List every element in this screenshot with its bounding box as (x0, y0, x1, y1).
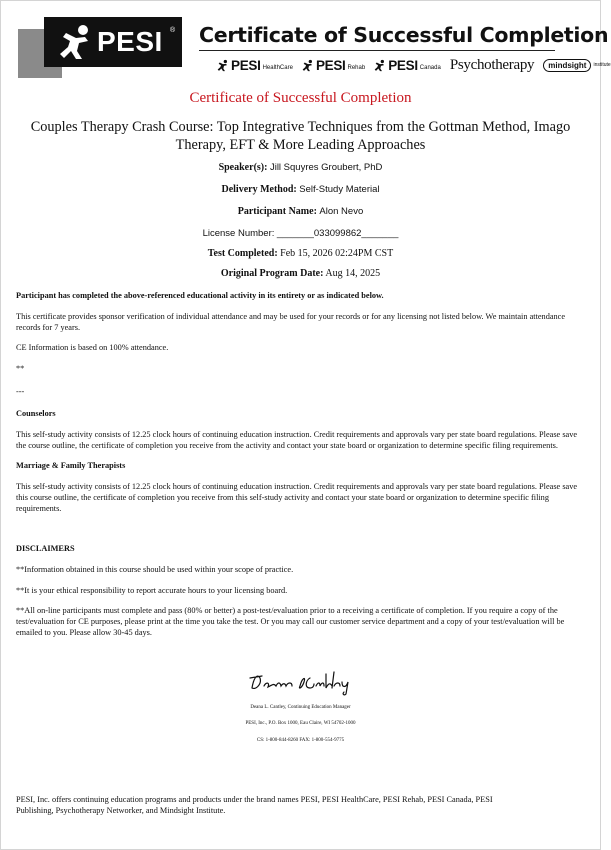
program-label: Original Program Date: (220, 268, 324, 279)
footer-text: PESI, Inc. offers continuing education programs and products under the brand names PESI, PESI HealthCare, PESI Rehab, PESI Canada, PESI Publishing, Psychotherapy Networker, and Mindsight Institute. (16, 795, 493, 816)
signature-name: Deana L. Cantley, Continuing Education Manager (250, 705, 351, 710)
brand-sub: HealthCare (262, 65, 293, 71)
brand-sub: Canada (419, 65, 441, 71)
disclaimers-heading: DISCLAIMERS (16, 544, 75, 553)
brand-psychotherapy-networker (450, 57, 534, 74)
person-figure-icon (374, 59, 386, 72)
disclaimer-2: **It is your ethical responsibility to report accurate hours to your licensing board. (16, 586, 288, 595)
brand-name: PESI (388, 57, 418, 73)
person-figure-icon (217, 59, 229, 72)
ce-info: CE Information is based on 100% attendance. (16, 343, 169, 352)
signature-address: PESI, Inc., P.O. Box 1000, Eau Claire, WI 54702-1000 (245, 721, 356, 726)
brand-pesi-healthcare (217, 58, 293, 73)
logo-registered-mark: ® (170, 27, 176, 34)
speaker-value: Jill Squyres Groubert, PhD (269, 162, 383, 173)
brand-name: PESI (231, 57, 261, 73)
completed-statement: Participant has completed the above-referenced educational activity in its entirety or as indicated below. (16, 291, 384, 300)
signature-image (248, 668, 358, 698)
certificate-title: Certificate of Successful Completion (189, 90, 412, 106)
program-value: Aug 14, 2025 (325, 268, 381, 279)
delivery-value: Self-Study Material (299, 184, 380, 195)
signature-contact: CS: 1-800-844-8260 FAX: 1-800-554-9775 (256, 738, 345, 743)
brand-sub: Rehab (347, 65, 366, 71)
speaker-line (0, 162, 601, 173)
mft-text: This self-study activity consists of 12.25 clock hours of continuing education instruction. Credit requirements and approvals vary per state board regulations. Please save this course outline, the certificate of completion you receive from this self-study activity and contact your state board or organization to determine specific filing requirements. (16, 482, 578, 514)
test-completed-line (0, 248, 601, 259)
delivery-line (0, 184, 601, 195)
participant-value: Alon Nevo (319, 206, 364, 217)
course-title: Couples Therapy Crash Course: Top Integrative Techniques from the Gottman Method, Imago Therapy, EFT & More Leading Approaches (30, 119, 571, 153)
brand-name: Psychotherapy (449, 56, 535, 73)
counselors-text: This self-study activity consists of 12.25 clock hours of continuing education instruction. Credit requirements and approvals vary per state board regulations. Please save the course outline, the certificate of completion you receive from the activity and contact your state board or organization to determine specific filing requirements. (16, 430, 578, 451)
brand-pesi-canada (374, 58, 441, 73)
license-label: License Number: (202, 228, 275, 239)
person-figure-icon (302, 59, 314, 72)
mft-heading: Marriage & Family Therapists (16, 461, 126, 470)
delivery-label: Delivery Method: (221, 184, 297, 195)
brand-name: PESI (315, 57, 346, 73)
brand-row (217, 54, 611, 76)
test-value: Feb 15, 2026 02:24PM CST (280, 248, 394, 259)
dash-separator: --- (16, 387, 25, 396)
logo-text: PESI (97, 26, 163, 57)
header-title: Certificate of Successful Completion (199, 23, 609, 47)
disclaimer-1: **Information obtained in this course should be used within your scope of practice. (16, 565, 294, 574)
pesi-logo (44, 17, 182, 67)
participant-line (0, 206, 601, 217)
stars-separator: ** (16, 364, 25, 373)
program-date-line (0, 268, 601, 279)
speaker-label: Speaker(s): (218, 162, 268, 173)
license-value: _______033099862_______ (276, 228, 399, 239)
counselors-heading: Counselors (16, 409, 56, 418)
brand-mindsight-institute (543, 59, 610, 72)
brand-sub: institute (593, 62, 611, 68)
verification-text: This certificate provides sponsor verification of individual attendance and may be used for your records or for any licensing not listed below. We maintain attendance records for 7 years. (16, 312, 566, 333)
brand-name: mindsight (543, 59, 591, 72)
disclaimer-3: **All on-line participants must complete and pass (80% or better) a post-test/evaluation prior to a receiving a certificate of completion. If you require a copy of the test/evaluation for CE purposes, please print at the time you take the test. Or you may call our customer service department and a copy of your test/evaluation will be emailed to you. Please allow 30-45 days. (16, 606, 565, 638)
test-label: Test Completed: (207, 248, 278, 259)
brand-pesi-rehab (302, 58, 365, 73)
header-divider (199, 50, 555, 51)
license-line (0, 228, 601, 239)
person-figure-icon (58, 24, 94, 60)
participant-label: Participant Name: (237, 206, 317, 217)
